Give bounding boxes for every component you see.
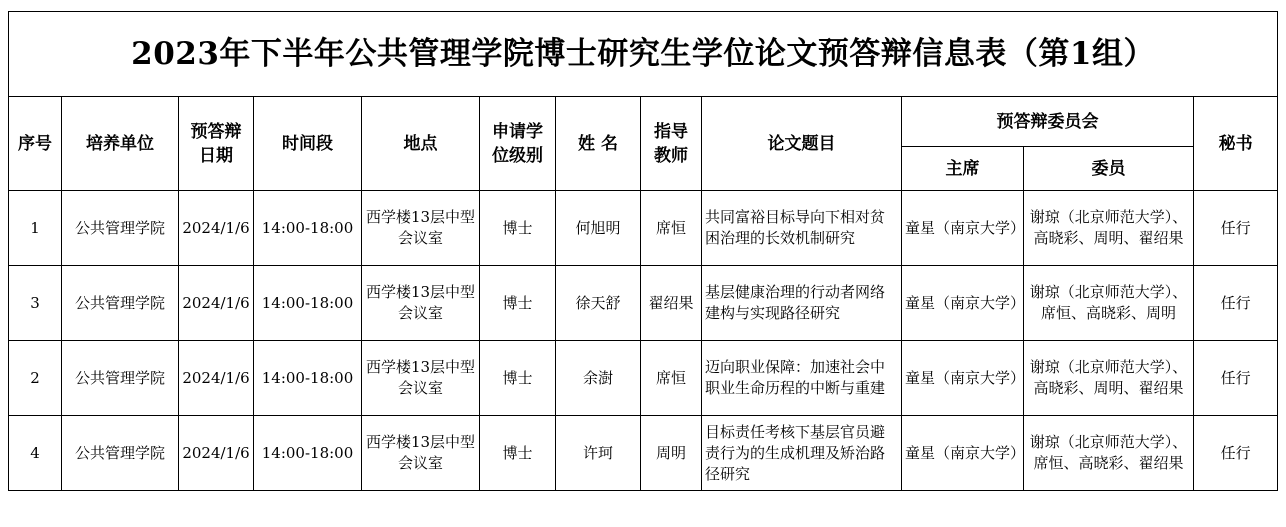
cell-index: 2 xyxy=(9,341,62,416)
cell-advisor: 翟绍果 xyxy=(641,266,702,341)
cell-unit: 公共管理学院 xyxy=(62,266,179,341)
cell-name: 许珂 xyxy=(556,416,641,491)
cell-level: 博士 xyxy=(480,191,556,266)
header-level-line2: 位级别 xyxy=(492,145,543,166)
header-advisor-line1: 指导 xyxy=(654,121,688,142)
table-row xyxy=(9,191,1278,266)
cell-date: 2024/1/6 xyxy=(179,191,254,266)
cell-thesis: 迈向职业保障：加速社会中职业生命历程的中断与重建 xyxy=(702,341,902,416)
header-secretary: 秘书 xyxy=(1194,97,1278,191)
cell-name: 何旭明 xyxy=(556,191,641,266)
header-level xyxy=(480,97,556,191)
header-time: 时间段 xyxy=(254,97,362,191)
info-table-wrapper xyxy=(8,11,1278,491)
header-committee: 预答辩委员会 xyxy=(902,97,1194,147)
header-advisor-line2: 教师 xyxy=(654,145,688,166)
cell-level: 博士 xyxy=(480,416,556,491)
cell-thesis: 基层健康治理的行动者网络建构与实现路径研究 xyxy=(702,266,902,341)
cell-name: 徐天舒 xyxy=(556,266,641,341)
cell-time: 14:00-18:00 xyxy=(254,191,362,266)
table-row xyxy=(9,266,1278,341)
table-row xyxy=(9,416,1278,491)
cell-members: 谢琼（北京师范大学）、高晓彩、周明、翟绍果 xyxy=(1024,341,1194,416)
cell-index: 3 xyxy=(9,266,62,341)
cell-secretary: 任行 xyxy=(1194,416,1278,491)
cell-location: 西学楼13层中型会议室 xyxy=(362,266,480,341)
cell-members: 谢琼（北京师范大学）、高晓彩、周明、翟绍果 xyxy=(1024,191,1194,266)
header-location: 地点 xyxy=(362,97,480,191)
cell-secretary: 任行 xyxy=(1194,341,1278,416)
cell-date: 2024/1/6 xyxy=(179,416,254,491)
cell-members: 谢琼（北京师范大学）、席恒、高晓彩、翟绍果 xyxy=(1024,416,1194,491)
header-date-line1: 预答辩 xyxy=(190,121,242,142)
cell-chair: 童星（南京大学） xyxy=(902,341,1024,416)
header-thesis: 论文题目 xyxy=(702,97,902,191)
cell-chair: 童星（南京大学） xyxy=(902,266,1024,341)
cell-unit: 公共管理学院 xyxy=(62,341,179,416)
cell-location: 西学楼13层中型会议室 xyxy=(362,416,480,491)
cell-level: 博士 xyxy=(480,341,556,416)
header-advisor xyxy=(641,97,702,191)
header-unit: 培养单位 xyxy=(62,97,179,191)
header-members: 委员 xyxy=(1024,147,1194,191)
cell-unit: 公共管理学院 xyxy=(62,416,179,491)
cell-time: 14:00-18:00 xyxy=(254,416,362,491)
cell-location: 西学楼13层中型会议室 xyxy=(362,191,480,266)
cell-unit: 公共管理学院 xyxy=(62,191,179,266)
table-title: 2023年下半年公共管理学院博士研究生学位论文预答辩信息表（第1组） xyxy=(9,12,1278,97)
cell-members: 谢琼（北京师范大学）、席恒、高晓彩、周明 xyxy=(1024,266,1194,341)
cell-thesis: 目标责任考核下基层官员避责行为的生成机理及矫治路径研究 xyxy=(702,416,902,491)
cell-chair: 童星（南京大学） xyxy=(902,191,1024,266)
cell-location: 西学楼13层中型会议室 xyxy=(362,341,480,416)
table-row xyxy=(9,341,1278,416)
cell-index: 1 xyxy=(9,191,62,266)
defense-info-table xyxy=(8,11,1278,491)
header-date xyxy=(179,97,254,191)
header-name: 姓 名 xyxy=(556,97,641,191)
header-index: 序号 xyxy=(9,97,62,191)
cell-advisor: 周明 xyxy=(641,416,702,491)
cell-chair: 童星（南京大学） xyxy=(902,416,1024,491)
header-date-line2: 日期 xyxy=(199,145,233,166)
header-chair: 主席 xyxy=(902,147,1024,191)
header-row xyxy=(9,97,1278,147)
cell-level: 博士 xyxy=(480,266,556,341)
cell-advisor: 席恒 xyxy=(641,341,702,416)
header-level-line1: 申请学 xyxy=(492,121,543,142)
cell-secretary: 任行 xyxy=(1194,191,1278,266)
cell-time: 14:00-18:00 xyxy=(254,266,362,341)
cell-thesis: 共同富裕目标导向下相对贫困治理的长效机制研究 xyxy=(702,191,902,266)
cell-index: 4 xyxy=(9,416,62,491)
cell-time: 14:00-18:00 xyxy=(254,341,362,416)
cell-name: 余澍 xyxy=(556,341,641,416)
cell-advisor: 席恒 xyxy=(641,191,702,266)
cell-date: 2024/1/6 xyxy=(179,266,254,341)
cell-date: 2024/1/6 xyxy=(179,341,254,416)
cell-secretary: 任行 xyxy=(1194,266,1278,341)
